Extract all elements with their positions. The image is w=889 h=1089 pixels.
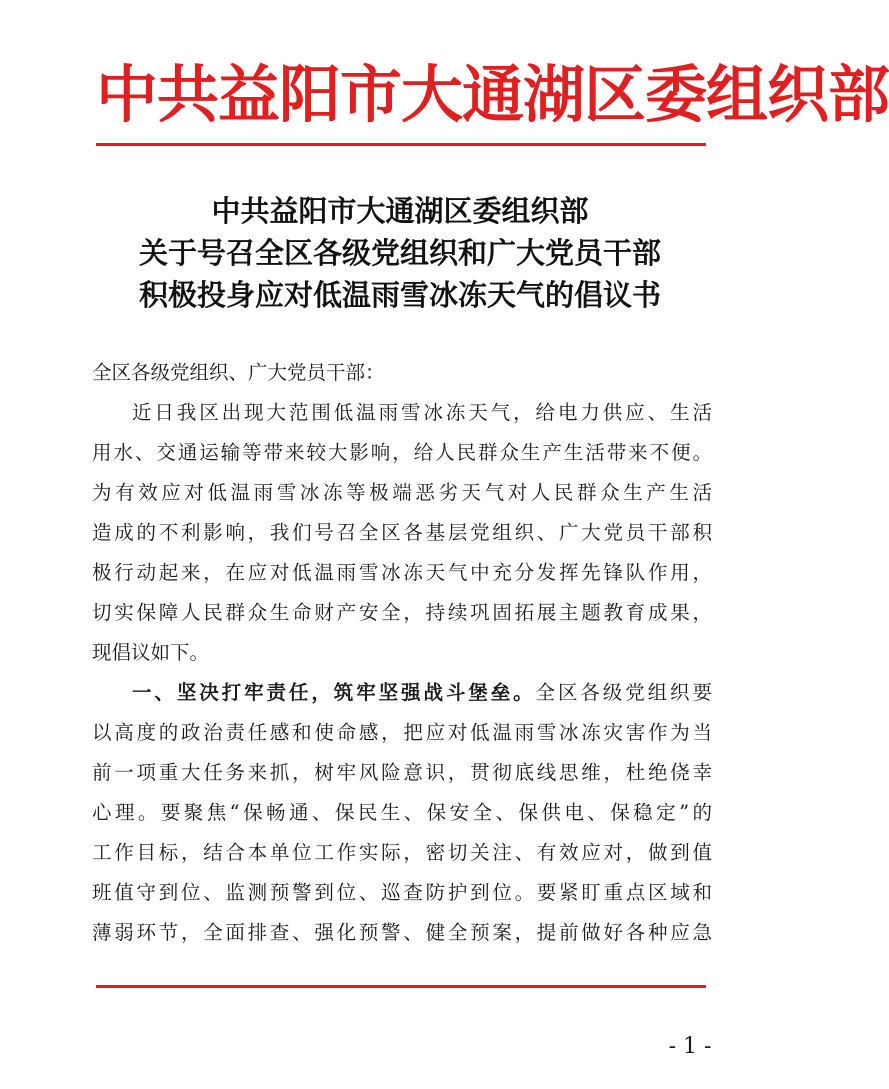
masthead-red-rule — [96, 143, 706, 146]
paragraph-line: 班值守到位、监测预警到位、巡查防护到位。要紧盯重点区域和 — [92, 881, 712, 904]
paragraph-line: 用水、交通运输等带来较大影响，给人民群众生产生活带来不便。 — [92, 441, 712, 464]
footer-red-rule — [96, 985, 706, 988]
paragraph-line: 现倡议如下。 — [92, 641, 210, 664]
title-line: 关于号召全区各级党组织和广大党员干部 — [138, 236, 661, 270]
paragraph-line: 薄弱环节，全面排查、强化预警、健全预案，提前做好各种应急 — [92, 921, 712, 944]
section-first-line — [92, 673, 712, 713]
paragraph-line: 极行动起来，在应对低温雨雪冰冻天气中充分发挥先锋队作用， — [92, 561, 712, 584]
page-number: - 1 - — [668, 1034, 712, 1059]
paragraph-line: 前一项重大任务来抓，树牢风险意识，贯彻底线思维，杜绝侥幸 — [92, 761, 712, 784]
document-title — [60, 190, 740, 316]
paragraph-line: 为有效应对低温雨雪冰冻等极端恶劣天气对人民群众生产生活 — [92, 481, 712, 504]
paragraph-line: 心理。要聚焦“保畅通、保民生、保安全、保供电、保稳定”的 — [92, 801, 712, 824]
title-line: 积极投身应对低温雨雪冰冻天气的倡议书 — [138, 278, 661, 312]
paragraph-line: 切实保障人民群众生命财产安全，持续巩固拓展主题教育成果， — [92, 601, 712, 624]
title-line: 中共益阳市大通湖区委组织部 — [211, 194, 589, 228]
salutation: 全区各级党组织、广大党员干部： — [92, 361, 385, 384]
paragraph-line: 以高度的政治责任感和使命感，把应对低温雨雪冰冻灾害作为当 — [92, 721, 712, 744]
paragraph-line: 近日我区出现大范围低温雨雪冰冻天气，给电力供应、生活 — [132, 401, 712, 424]
masthead-title: 中共益阳市大通湖区委组织部 — [96, 58, 889, 131]
section-text: 全区各级党组织要 — [535, 681, 712, 704]
section-heading: 一、坚决打牢责任，筑牢坚强战斗堡垒。 — [132, 681, 536, 704]
paragraph-line: 造成的不利影响，我们号召全区各基层党组织、广大党员干部积 — [92, 521, 712, 544]
paragraph-line: 工作目标，结合本单位工作实际，密切关注、有效应对，做到值 — [92, 841, 712, 864]
document-body — [92, 353, 712, 953]
